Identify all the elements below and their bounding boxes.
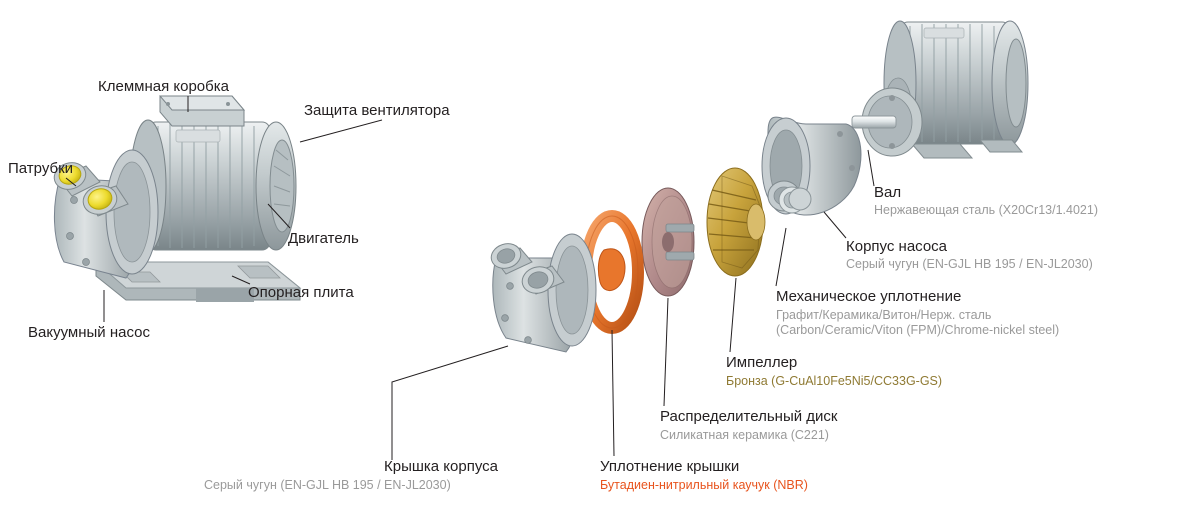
label-vacuum-pump: Вакуумный насос [28,324,150,341]
exploded-motor-art [852,21,1028,158]
label-mechanical-seal: Механическое уплотнение [776,288,962,305]
label-impeller-material: Бронза (G-CuAl10Fe5Ni5/CC33G-GS) [726,374,943,388]
impeller-art [707,168,765,276]
shaft-art [852,116,896,128]
label-distribution-disc-material: Силикатная керамика (C221) [660,428,829,442]
label-base-plate: Опорная плита [248,284,354,301]
label-housing-cover-material: Серый чугун (EN-GJL HB 195 / EN-JL2030) [204,478,451,492]
label-mechanical-seal-material: Графит/Керамика/Витон/Нерж. сталь [776,308,992,322]
terminal-box-art [160,96,244,126]
housing-cover-art [488,234,596,352]
label-motor: Двигатель [288,230,359,247]
label-impeller: Импеллер [726,354,798,371]
assembled-pump-art [51,96,300,302]
label-pump-housing-material: Серый чугун (EN-GJL HB 195 / EN-JL2030) [846,257,1093,271]
label-fan-guard: Защита вентилятора [304,102,450,119]
label-shaft: Вал [874,184,902,201]
label-distribution-disc: Распределительный диск [660,408,838,425]
label-terminal-box: Клеммная коробка [98,78,229,95]
label-ports: Патрубки [8,160,74,177]
pump-housing-art [762,117,861,215]
distribution-disc-art [642,188,694,296]
label-shaft-material: Нержавеющая сталь (X20Cr13/1.4021) [874,203,1098,217]
label-housing-cover: Крышка корпуса [384,458,499,475]
label-mechanical-seal-material-en: (Carbon/Ceramic/Viton (FPM)/Chrome-nickel steel) [776,323,1060,337]
label-cover-seal-material: Бутадиен-нитрильный каучук (NBR) [600,478,808,492]
label-pump-housing: Корпус насоса [846,238,948,255]
label-cover-seal: Уплотнение крышки [600,458,740,475]
